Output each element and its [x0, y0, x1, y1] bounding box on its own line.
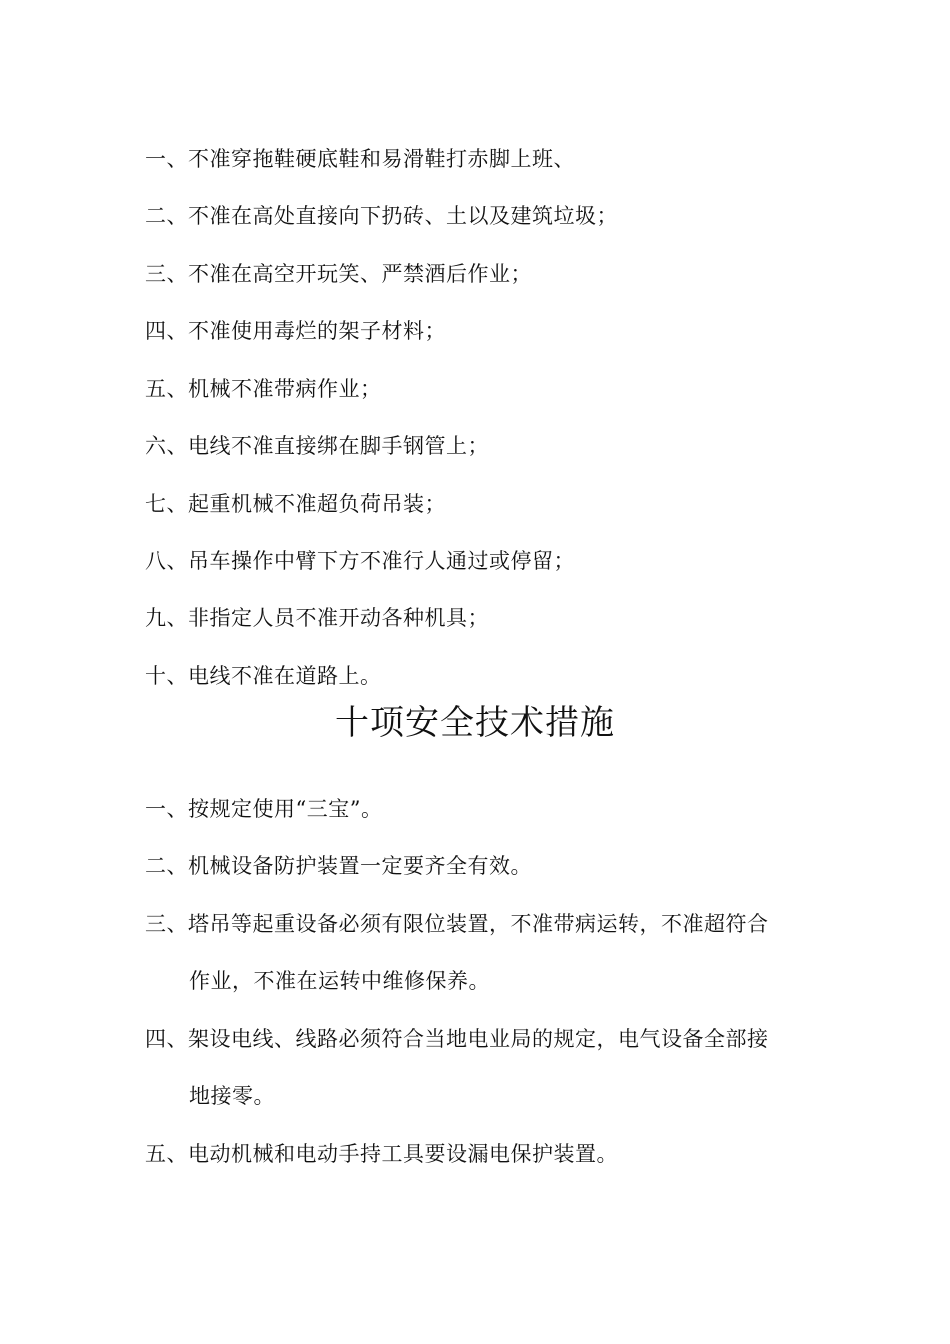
- measure-item-1: 一、按规定使用“三宝”。: [145, 797, 383, 821]
- rule-item-2: 二、不准在高处直接向下扔砖、土以及建筑垃圾；: [145, 204, 618, 228]
- rule-item-10: 十、电线不准在道路上。: [145, 664, 382, 688]
- section-title: 十项安全技术措施: [335, 703, 615, 743]
- measure-item-3-continued: 作业，不准在运转中维修保养。: [189, 969, 490, 993]
- measure-item-3: 三、塔吊等起重设备必须有限位装置，不准带病运转，不准超符合: [145, 912, 769, 936]
- measure-item-5: 五、电动机械和电动手持工具要设漏电保护装置。: [145, 1142, 618, 1166]
- measure-item-4-continued: 地接零。: [189, 1084, 275, 1108]
- measure-item-2: 二、机械设备防护装置一定要齐全有效。: [145, 854, 532, 878]
- rule-item-5: 五、机械不准带病作业；: [145, 377, 382, 401]
- rule-item-4: 四、不准使用毒烂的架子材料；: [145, 319, 446, 343]
- rule-item-8: 八、吊车操作中臂下方不准行人通过或停留；: [145, 549, 575, 573]
- measure-item-4: 四、架设电线、线路必须符合当地电业局的规定，电气设备全部接: [145, 1027, 769, 1051]
- rule-item-9: 九、非指定人员不准开动各种机具；: [145, 606, 489, 630]
- rule-item-3: 三、不准在高空开玩笑、严禁酒后作业；: [145, 262, 532, 286]
- rule-item-1: 一、不准穿拖鞋硬底鞋和易滑鞋打赤脚上班、: [145, 147, 575, 171]
- rule-item-7: 七、起重机械不准超负荷吊装；: [145, 492, 446, 516]
- rule-item-6: 六、电线不准直接绑在脚手钢管上；: [145, 434, 489, 458]
